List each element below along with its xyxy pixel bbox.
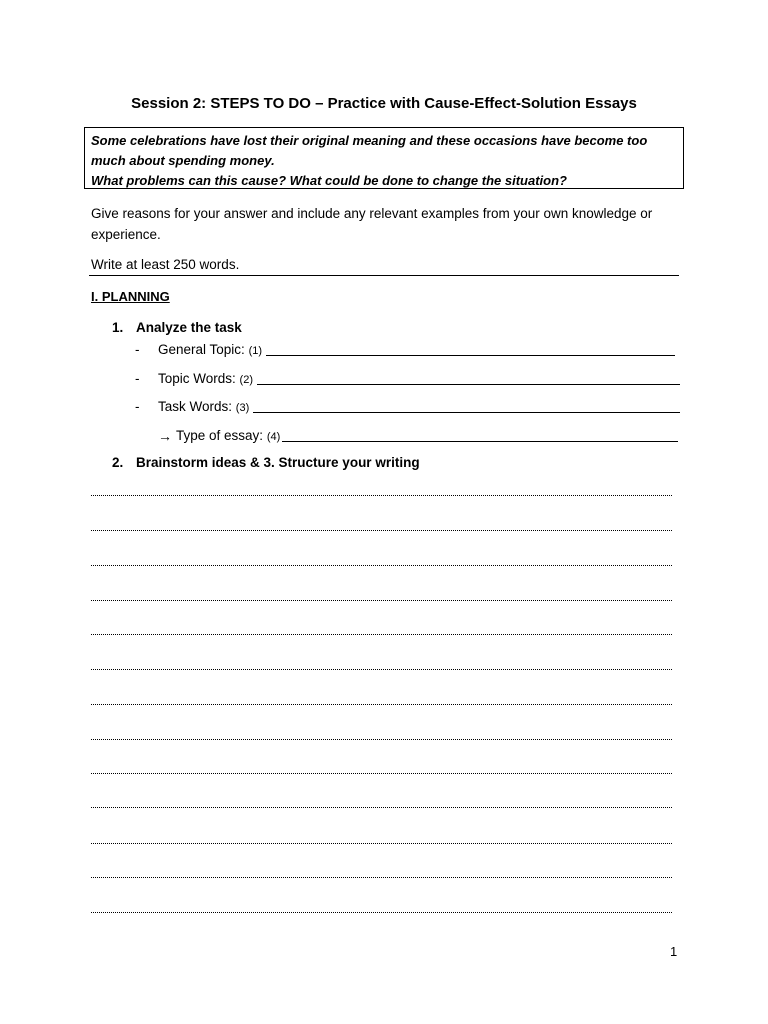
writing-line[interactable] bbox=[91, 669, 672, 670]
writing-line[interactable] bbox=[91, 600, 672, 601]
page-title: Session 2: STEPS TO DO – Practice with Cause-Effect-Solution Essays bbox=[131, 95, 637, 112]
task-words-blank[interactable] bbox=[253, 412, 680, 413]
writing-line[interactable] bbox=[91, 739, 672, 740]
dash-bullet: - bbox=[135, 399, 140, 414]
writing-line[interactable] bbox=[91, 843, 672, 844]
general-topic-label: General Topic: (1) bbox=[158, 342, 263, 357]
writing-line[interactable] bbox=[91, 912, 672, 913]
dash-bullet: - bbox=[135, 342, 140, 357]
blank-number: (4) bbox=[266, 431, 281, 443]
step-number: 2. bbox=[112, 455, 124, 470]
dash-bullet: - bbox=[135, 371, 140, 386]
topic-words-label: Topic Words: (2) bbox=[158, 371, 253, 386]
planning-heading: I. PLANNING bbox=[91, 289, 170, 304]
task-prompt-line: much about spending money. bbox=[91, 153, 275, 168]
blank-number: (2) bbox=[239, 374, 253, 386]
task-words-label: Task Words: (3) bbox=[158, 399, 250, 414]
instructions-reasons: Give reasons for your answer and include any relevant examples from your own knowledge or experience. bbox=[91, 206, 653, 242]
step-brainstorm-structure bbox=[112, 453, 420, 473]
task-prompt-box bbox=[84, 127, 684, 189]
writing-line[interactable] bbox=[91, 704, 672, 705]
section-divider bbox=[89, 275, 679, 276]
blank-number: (3) bbox=[235, 402, 250, 414]
blank-number: (1) bbox=[248, 345, 263, 357]
step-label: Brainstorm ideas & 3. Structure your writing bbox=[136, 455, 420, 470]
step-analyze-task bbox=[112, 318, 242, 338]
writing-line[interactable] bbox=[91, 530, 672, 531]
general-topic-blank[interactable] bbox=[266, 355, 675, 356]
topic-words-blank[interactable] bbox=[257, 384, 680, 385]
arrow-right-icon: → bbox=[158, 428, 172, 444]
instructions-word-count: Write at least 250 words. bbox=[91, 257, 240, 272]
type-of-essay-label: Type of essay: (4) bbox=[176, 428, 281, 443]
task-prompt-question: What problems can this cause? What could be done to change the situation? bbox=[91, 173, 567, 188]
writing-line[interactable] bbox=[91, 495, 672, 496]
writing-line[interactable] bbox=[91, 877, 672, 878]
page-number: 1 bbox=[670, 944, 678, 959]
step-label: Analyze the task bbox=[136, 320, 242, 335]
task-prompt-line: Some celebrations have lost their original meaning and these occasions have become too bbox=[91, 133, 648, 148]
writing-line[interactable] bbox=[91, 565, 672, 566]
writing-line[interactable] bbox=[91, 634, 672, 635]
step-number: 1. bbox=[112, 320, 124, 335]
writing-line[interactable] bbox=[91, 807, 672, 808]
type-of-essay-blank[interactable] bbox=[282, 441, 678, 442]
writing-line[interactable] bbox=[91, 773, 672, 774]
